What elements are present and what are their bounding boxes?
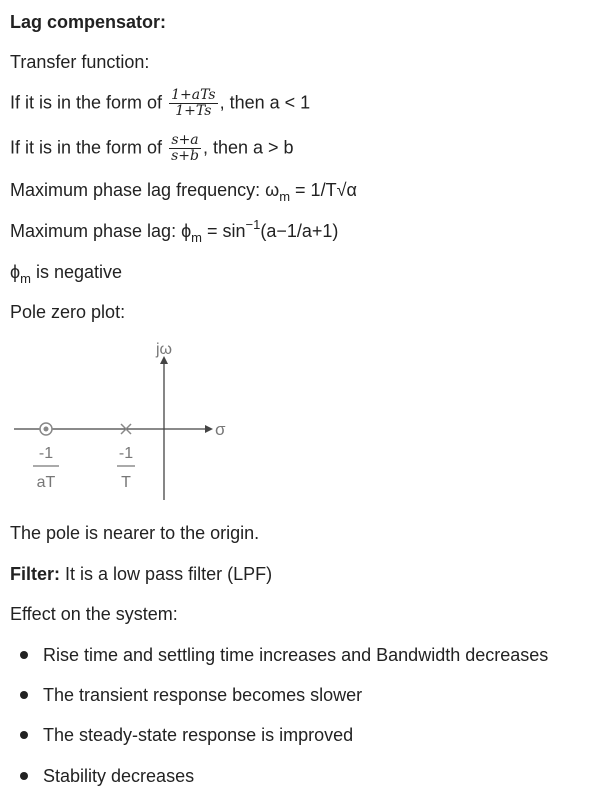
max-freq-prefix: Maximum phase lag frequency: ω	[10, 180, 280, 200]
bullet-dot	[20, 651, 28, 659]
form2-fraction	[169, 133, 201, 164]
real-axis-arrow	[205, 425, 213, 433]
y-axis-label: jω	[156, 341, 173, 358]
bullet-dot	[20, 772, 28, 780]
max-lag-suffix: (a−1/a+1)	[260, 221, 339, 241]
form2-prefix: If it is in the form of	[10, 137, 163, 158]
zero-marker	[40, 423, 52, 435]
phi-negative-suffix: is negative	[35, 262, 123, 282]
zero-label-numerator: -1	[38, 445, 54, 462]
max-freq-suffix: = 1/T√α	[295, 180, 357, 200]
filter-label: Filter:	[10, 564, 61, 584]
form1-line	[10, 88, 310, 119]
max-lag-sup: −1	[245, 217, 261, 232]
max-lag-mid: = sin	[207, 221, 246, 241]
form1-suffix: then a < 1	[229, 92, 311, 113]
phi-negative-prefix: ϕ	[10, 262, 21, 282]
max-freq-sub: m	[279, 189, 291, 204]
form1-fraction	[169, 88, 218, 119]
filter-text: It is a low pass filter (LPF)	[65, 564, 273, 584]
list-item: Stability decreases	[43, 766, 195, 786]
section-heading: Lag compensator:	[10, 12, 167, 32]
bullet-dot	[20, 691, 28, 699]
form1-comma: ,	[219, 92, 225, 113]
phi-negative-sub: m	[20, 271, 31, 286]
form2-numerator: s+a	[169, 133, 201, 149]
max-lag-line	[10, 217, 339, 245]
pole-nearer-text: The pole is nearer to the origin.	[10, 523, 260, 543]
max-lag-sub: m	[191, 230, 202, 245]
form1-denominator: 1+Ts	[175, 103, 212, 119]
pole-label-denominator: T	[121, 474, 131, 491]
list-item: The steady-state response is improved	[43, 725, 354, 745]
pole-label-numerator: -1	[118, 445, 134, 462]
form1-prefix: If it is in the form of	[10, 92, 163, 113]
effect-label: Effect on the system:	[10, 604, 178, 624]
list-item: The transient response becomes slower	[43, 685, 363, 705]
form1-numerator: 1+aTs	[171, 87, 216, 103]
form2-denominator: s+b	[171, 148, 199, 164]
x-axis-label: σ	[215, 420, 226, 439]
bullet-dot	[20, 731, 28, 739]
form2-line	[10, 133, 294, 164]
zero-dot	[44, 427, 49, 432]
zero-label-denominator: aT	[36, 474, 56, 491]
filter-line	[10, 563, 272, 585]
max-lag-prefix: Maximum phase lag: ϕ	[10, 221, 192, 241]
form2-comma: ,	[202, 137, 208, 158]
pole-zero-plot	[0, 330, 260, 510]
form2-suffix: then a > b	[213, 137, 294, 158]
max-freq-line	[10, 179, 357, 203]
phi-negative-line	[10, 261, 122, 285]
list-item: Rise time and settling time increases and Bandwidth decreases	[43, 645, 549, 665]
transfer-function-label: Transfer function:	[10, 52, 150, 72]
pole-zero-label: Pole zero plot:	[10, 302, 126, 322]
